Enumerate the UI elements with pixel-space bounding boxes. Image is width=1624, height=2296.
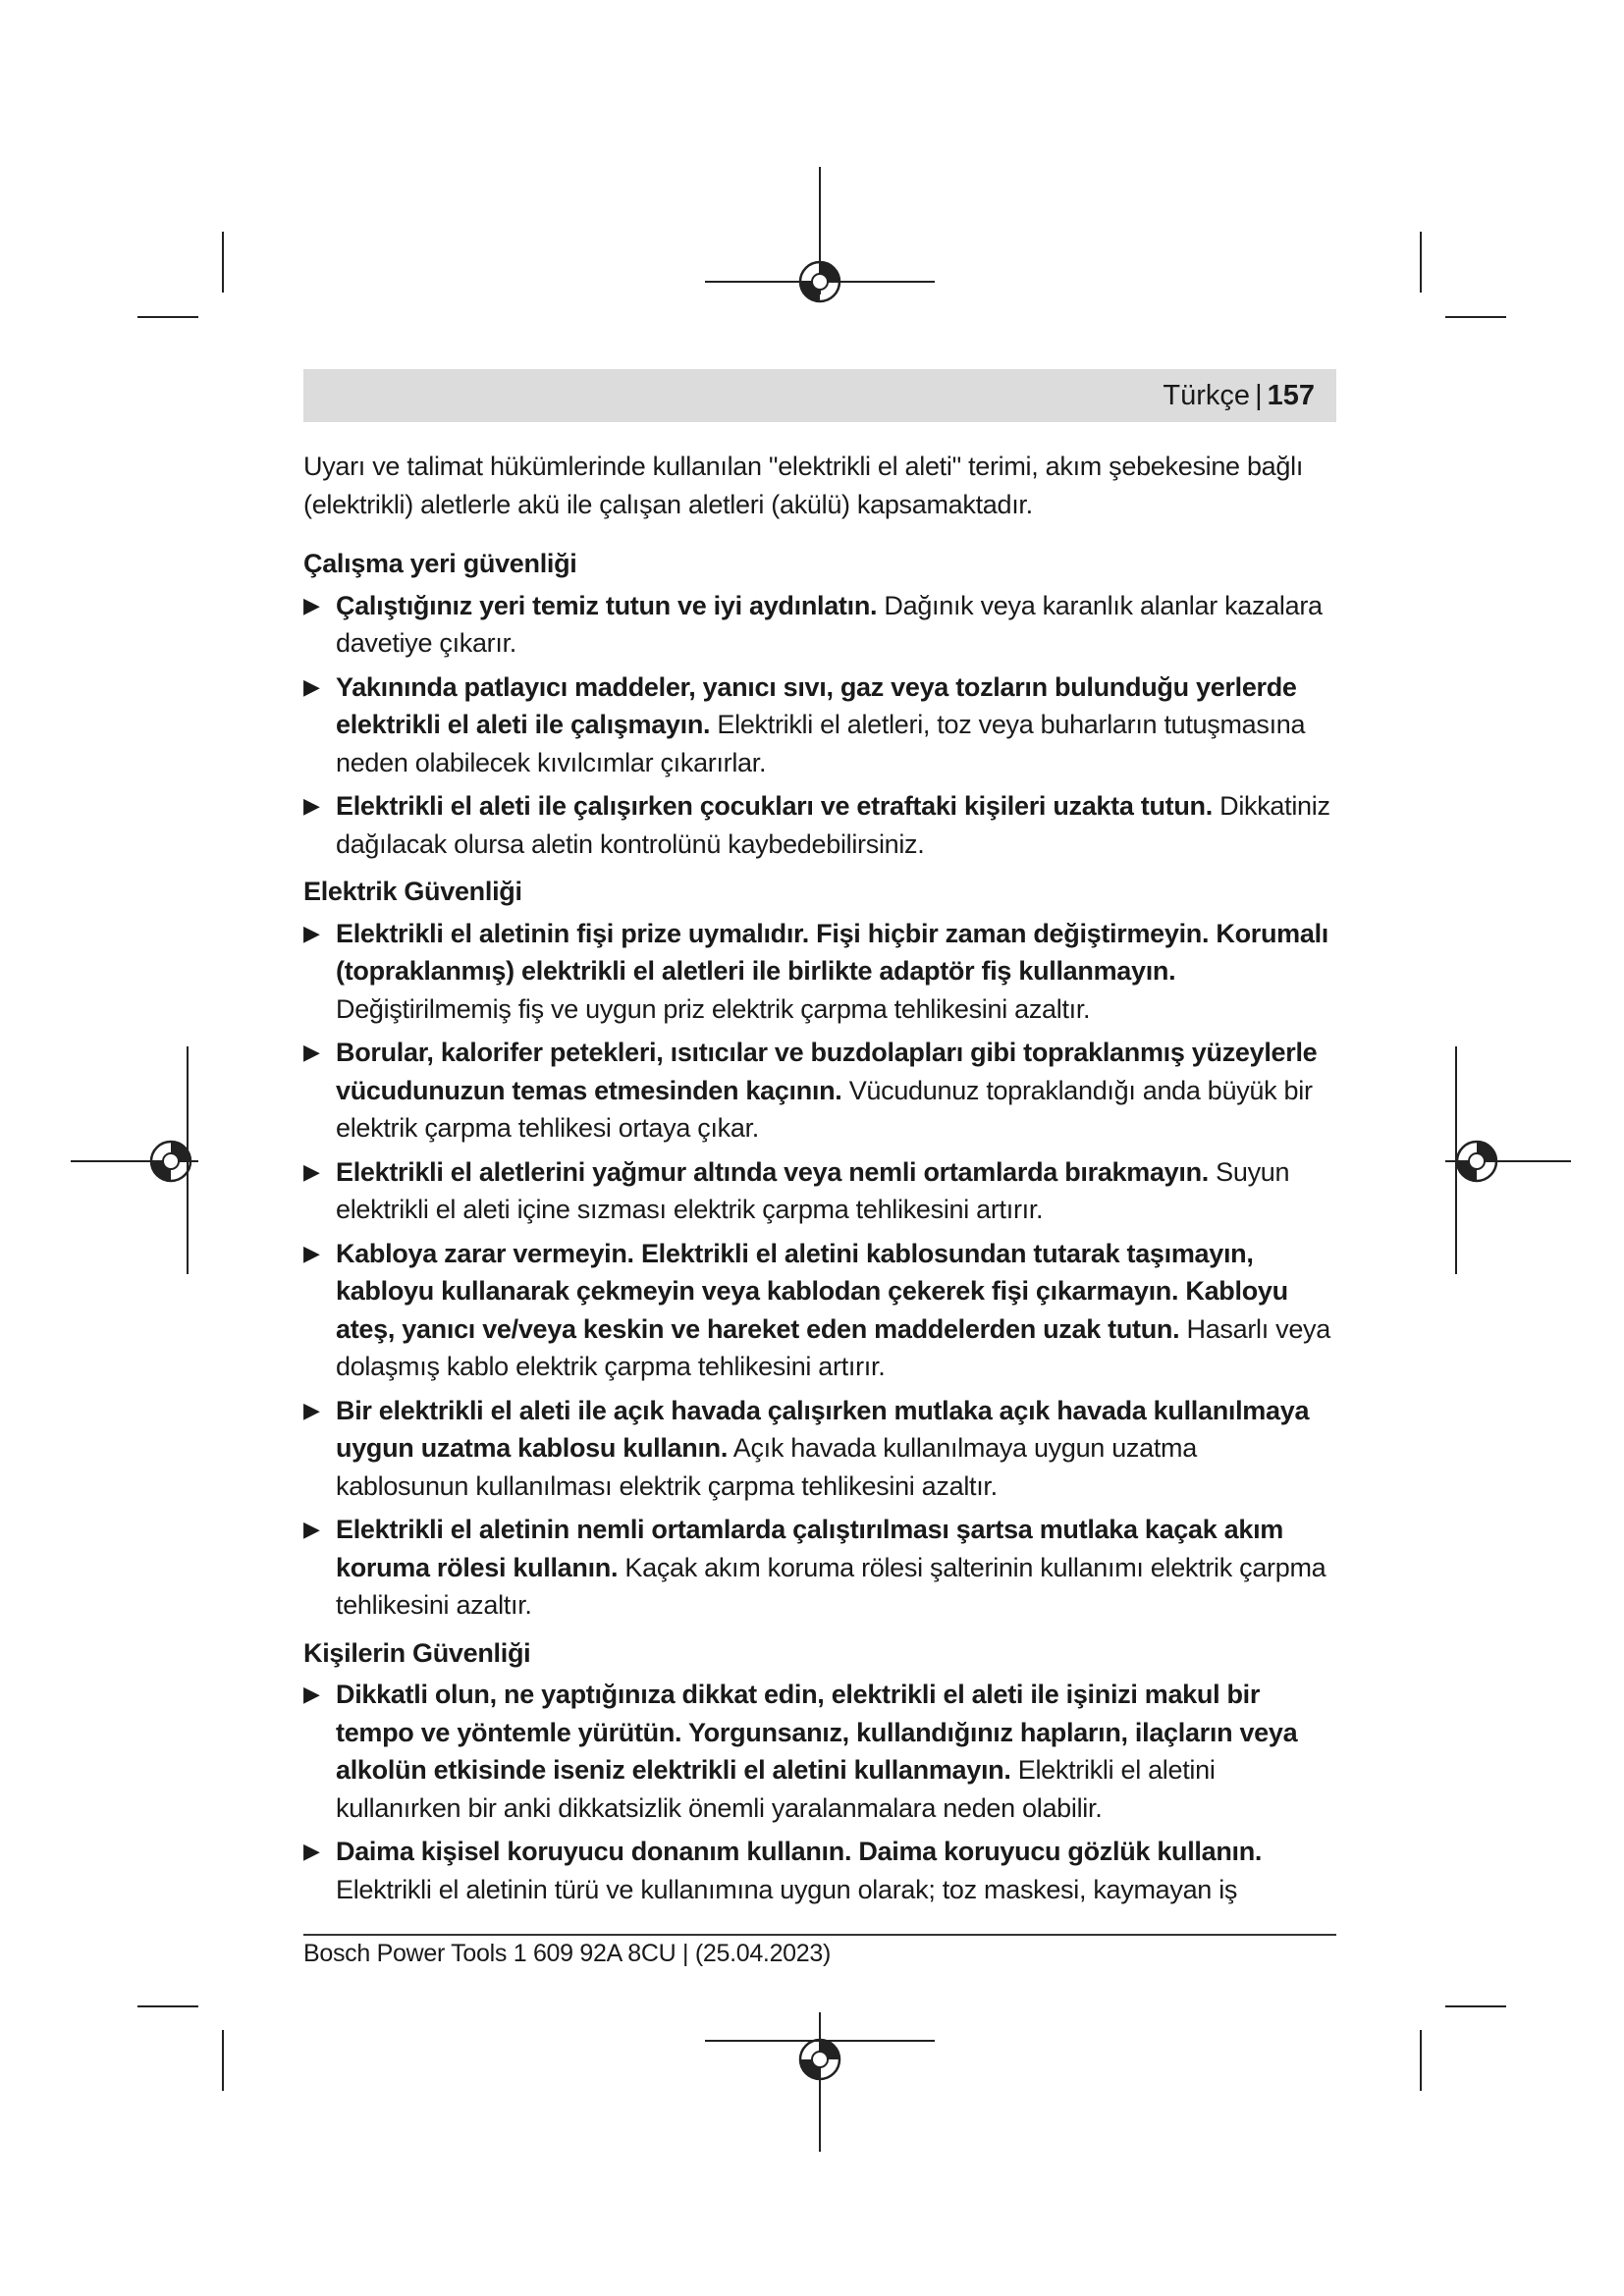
safety-item-instruction: Elektrikli el aletinin fişi prize uymalıdır. Fişi hiçbir zaman değiştirmeyin. Korumalı (topraklanmış) elektrikli el aletleri ile birlikte adaptör fiş kullanmayın. [336, 918, 1329, 986]
intro-paragraph: Uyarı ve talimat hükümlerinde kullanılan "elektrikli el aleti" terimi, akım şebekesine bağlı (elektrikli) aletlerle akü ile çalışan aletleri (akülü) kapsamaktadır. [303, 452, 1304, 519]
crop-mark [1420, 232, 1422, 293]
crop-mark [137, 2005, 198, 2007]
safety-item [303, 1034, 1336, 1148]
crop-mark [1445, 316, 1506, 318]
triangle-bullet-icon: ▶ [303, 793, 320, 818]
safety-item-explanation: Açık havada kullanılmaya uygun uzatma kablosunun kullanılması elektrik çarpma tehlikesini azaltır. [336, 1433, 1197, 1501]
triangle-bullet-icon: ▶ [303, 1397, 320, 1422]
section-title: Çalışma yeri güvenliği [303, 549, 577, 578]
triangle-bullet-icon: ▶ [303, 592, 320, 617]
crop-mark [137, 316, 198, 318]
footer-text: Bosch Power Tools 1 609 92A 8CU | (25.04.2023) [303, 1940, 832, 1967]
safety-item-explanation: Dağınık veya karanlık alanlar kazalara davetiye çıkarır. [336, 590, 1323, 658]
safety-item-explanation: Suyun elektrikli el aleti içine sızması elektrik çarpma tehlikesini artırır. [336, 1156, 1290, 1224]
registration-target-icon [797, 259, 842, 304]
page-content [303, 448, 1336, 1918]
safety-item-explanation: Dikkatiniz dağılacak olursa aletin kontrolünü kaybedebilirsiniz. [336, 791, 1330, 859]
safety-item-instruction: Borular, kalorifer petekleri, ısıtıcılar ve buzdolapları gibi topraklanmış yüzeylerle vücudunuzun temas etmesinden kaçının. [336, 1038, 1318, 1105]
crop-mark [1420, 2030, 1422, 2091]
safety-item [303, 587, 1336, 663]
triangle-bullet-icon: ▶ [303, 1240, 320, 1265]
safety-list [303, 587, 1336, 864]
triangle-bullet-icon: ▶ [303, 673, 320, 699]
safety-item [303, 1392, 1336, 1506]
triangle-bullet-icon: ▶ [303, 1040, 320, 1064]
footer-rule [303, 1934, 1336, 1936]
safety-item-instruction: Dikkatli olun, ne yaptığınıza dikkat edin, elektrikli el aleti ile işinizi makul bir tempo ve yöntemle yürütün. Yorgunsanız, kullandığınız hapların, ilaçların veya alkolün etkisinde iseniz elektrikli el aletini kullanmayın. [336, 1680, 1298, 1785]
sections-container [303, 545, 1336, 1908]
safety-item-instruction: Elektrikli el aletlerini yağmur altında veya nemli ortamlarda bırakmayın. [336, 1156, 1209, 1187]
triangle-bullet-icon: ▶ [303, 1158, 320, 1184]
safety-item-explanation: Değiştirilmemiş fiş ve uygun priz elektrik çarpma tehlikesini azaltır. [336, 993, 1091, 1024]
safety-item [303, 787, 1336, 863]
triangle-bullet-icon: ▶ [303, 1839, 320, 1863]
section-title: Elektrik Güvenliği [303, 877, 522, 906]
safety-list [303, 1676, 1336, 1908]
safety-item-instruction: Kabloya zarar vermeyin. Elektrikli el aletini kablosundan tutarak taşımayın, kabloyu kullanarak çekmeyin veya kablodan çekerek fişi çıkarmayın. Kabloyu ateş, yanıcı ve/veya keskin ve hareket eden maddelerden uzak tutun. [336, 1238, 1288, 1344]
safety-item [303, 915, 1336, 1029]
triangle-bullet-icon: ▶ [303, 1682, 320, 1706]
safety-item-instruction: Çalıştığınız yeri temiz tutun ve iyi aydınlatın. [336, 590, 878, 620]
crop-mark [222, 2030, 224, 2091]
safety-item-explanation: Vücudunuz topraklandığı anda büyük bir elektrik çarpma tehlikesi ortaya çıkar. [336, 1075, 1313, 1143]
safety-item [303, 1511, 1336, 1625]
header-separator: | [1255, 380, 1263, 411]
header-text [1163, 379, 1315, 412]
crop-mark [222, 232, 224, 293]
safety-item [303, 1676, 1336, 1827]
safety-item-explanation: Hasarlı veya dolaşmış kablo elektrik çarpma tehlikesini artırır. [336, 1313, 1330, 1381]
registration-target-icon [1454, 1139, 1499, 1184]
crop-mark [1445, 2005, 1506, 2007]
safety-item [303, 1235, 1336, 1386]
safety-item-explanation: Elektrikli el aletinin türü ve kullanımına uygun olarak; toz maskesi, kaymayan iş [336, 1874, 1238, 1904]
page-number: 157 [1267, 380, 1315, 411]
safety-item [303, 1153, 1336, 1229]
safety-item-explanation: Kaçak akım koruma rölesi şalterinin kullanımı elektrik çarpma tehlikesini azaltır. [336, 1552, 1326, 1620]
safety-item-instruction: Elektrikli el aletinin nemli ortamlarda çalıştırılması şartsa mutlaka kaçak akım koruma rölesi kullanın. [336, 1515, 1283, 1582]
safety-item-instruction: Bir elektrikli el aleti ile açık havada çalışırken mutlaka açık havada kullanılmaya uygun uzatma kablosu kullanın. [336, 1395, 1310, 1463]
triangle-bullet-icon: ▶ [303, 920, 320, 945]
triangle-bullet-icon: ▶ [303, 1517, 320, 1541]
header-language: Türkçe [1163, 380, 1251, 411]
safety-item-explanation: Elektrikli el aletini kullanırken bir anki dikkatsizlik önemli yaralanmalara neden olabilir. [336, 1755, 1216, 1823]
safety-item [303, 1833, 1336, 1908]
section-title: Kişilerin Güvenliği [303, 1637, 531, 1668]
safety-item-explanation: Elektrikli el aletleri, toz veya buharların tutuşmasına neden olabilecek kıvılcımlar çıkarırlar. [336, 710, 1306, 777]
registration-target-icon [148, 1139, 193, 1184]
safety-list [303, 915, 1336, 1625]
registration-line [819, 2012, 821, 2152]
safety-item-instruction: Yakınında patlayıcı maddeler, yanıcı sıvı, gaz veya tozların bulunduğu yerlerde elektrikli el aleti ile çalışmayın. [336, 671, 1297, 739]
registration-target-icon [797, 2037, 842, 2082]
safety-item-instruction: Daima kişisel koruyucu donanım kullanın. Daima koruyucu gözlük kullanın. [336, 1837, 1263, 1866]
page-header [303, 369, 1336, 422]
safety-item [303, 668, 1336, 782]
safety-item-instruction: Elektrikli el aleti ile çalışırken çocukları ve etraftaki kişileri uzakta tutun. [336, 791, 1213, 821]
